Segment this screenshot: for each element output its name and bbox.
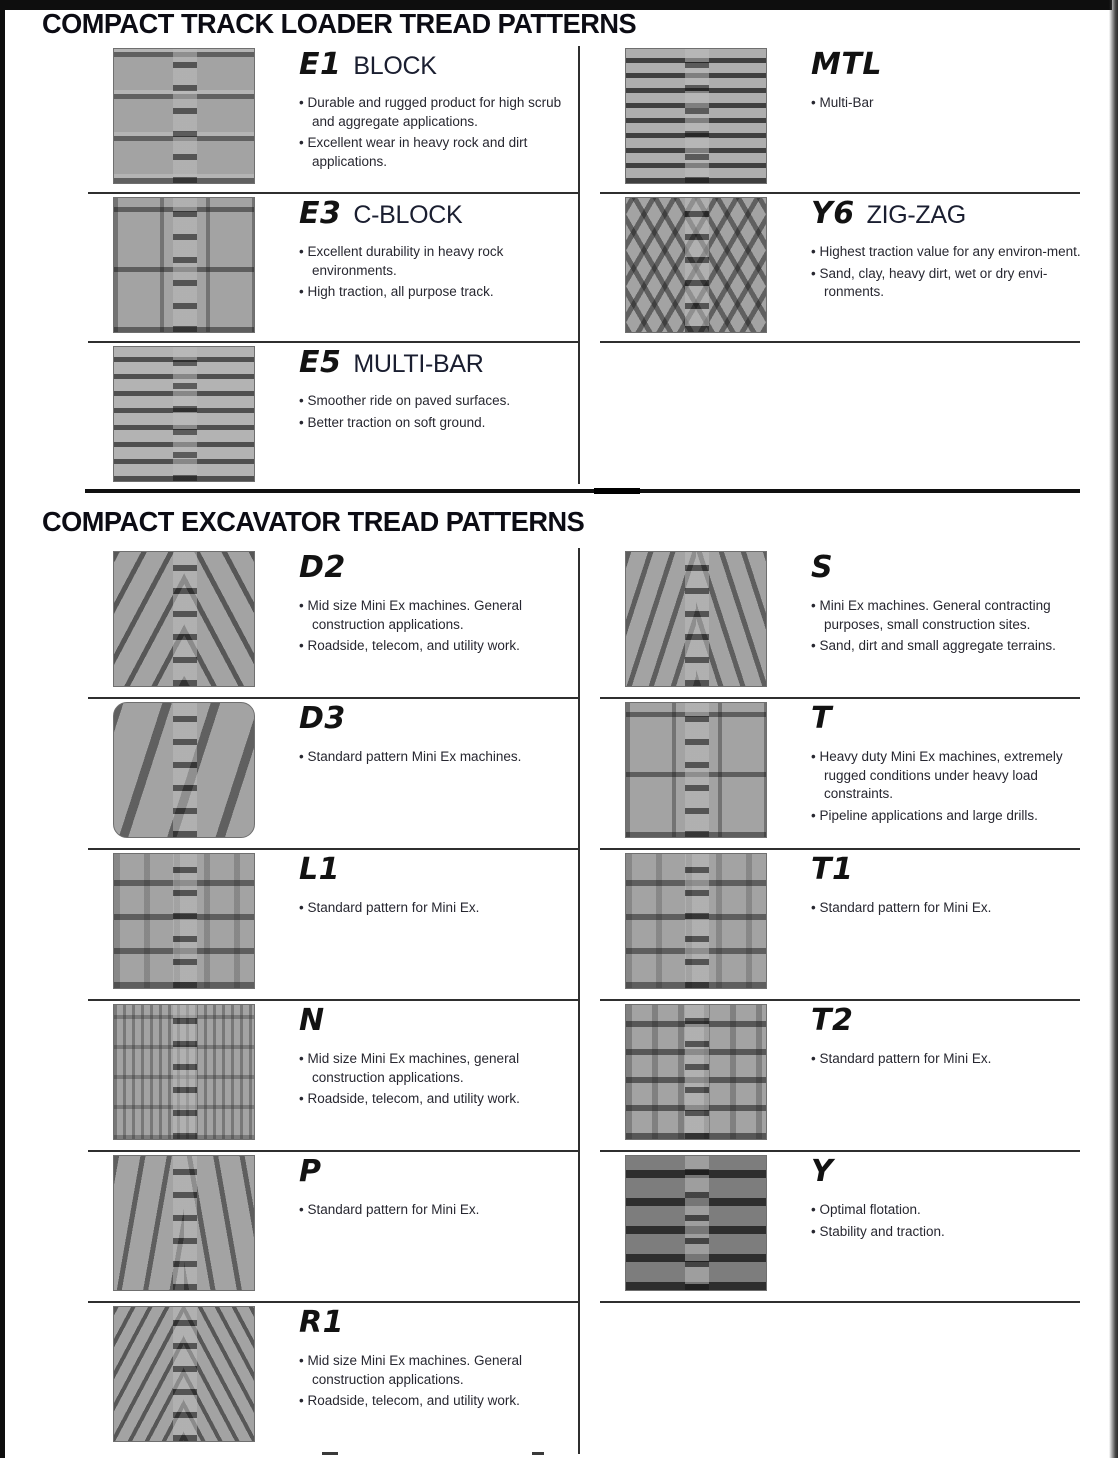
bullet: • Stability and traction.	[811, 1223, 1083, 1242]
tread-title	[811, 196, 1083, 231]
tread-title	[811, 852, 1083, 887]
tread-image-s	[625, 551, 767, 687]
bullet: • Standard pattern for Mini Ex.	[299, 1201, 577, 1220]
tread-title	[811, 1154, 1083, 1189]
bullet-list	[299, 748, 577, 767]
bullet: • Excellent wear in heavy rock and dirt applications.	[299, 134, 577, 171]
bullet: • Standard pattern for Mini Ex.	[299, 899, 577, 918]
tread-entry-d2	[88, 548, 578, 687]
tread-text	[811, 48, 1083, 184]
bullet-list	[811, 1050, 1083, 1069]
tread-code: R1	[299, 1305, 344, 1340]
tread-text	[811, 853, 1083, 989]
tread-entry-t2	[600, 1001, 1080, 1140]
section1-right-column	[600, 45, 1080, 343]
tread-code: Y6	[811, 196, 855, 231]
tread-title	[811, 550, 1083, 585]
bullet: • Multi-Bar	[811, 94, 1083, 113]
tread-row	[88, 1303, 578, 1454]
tread-text	[811, 1155, 1083, 1291]
tread-title	[299, 345, 577, 380]
tread-title	[299, 852, 577, 887]
tread-entry-e3	[88, 194, 578, 333]
tread-entry-t1	[600, 850, 1080, 989]
tread-entry-y	[600, 1152, 1080, 1291]
tread-entry-s	[600, 548, 1080, 687]
tread-entry-r1	[88, 1303, 578, 1442]
tread-row	[88, 194, 578, 343]
tread-title	[299, 47, 577, 82]
bullet-list	[299, 1201, 577, 1220]
tread-title	[299, 1003, 577, 1038]
bullet: • Roadside, telecom, and utility work.	[299, 1090, 577, 1109]
tread-code: S	[811, 550, 834, 585]
tread-subtitle: C-BLOCK	[353, 201, 463, 229]
tread-text	[299, 1306, 577, 1442]
tread-code: T1	[811, 852, 854, 887]
bullet: • Mid size Mini Ex machines, general construction applications.	[299, 1050, 577, 1087]
bullet-list	[299, 94, 577, 172]
tread-subtitle: ZIG-ZAG	[866, 201, 966, 229]
bullet-list	[811, 748, 1083, 826]
tread-code: MTL	[811, 47, 882, 82]
tread-title	[811, 47, 1083, 82]
bullet: • Pipeline applications and large drills.	[811, 807, 1083, 826]
tread-row	[88, 850, 578, 1001]
tread-code: N	[299, 1003, 325, 1038]
page-bottom-mark	[322, 1452, 338, 1455]
tread-code: T	[811, 701, 832, 736]
bullet-list	[299, 1050, 577, 1109]
bullet-list	[299, 899, 577, 918]
tread-code: D2	[299, 550, 346, 585]
tread-entry-e1	[88, 45, 578, 184]
bullet: • Roadside, telecom, and utility work.	[299, 1392, 577, 1411]
bullet: • Mini Ex machines. General contracting purposes, small construction sites.	[811, 597, 1083, 634]
bullet: • Standard pattern for Mini Ex.	[811, 1050, 1083, 1069]
bullet: • Better traction on soft ground.	[299, 414, 577, 433]
bullet: • Sand, clay, heavy dirt, wet or dry envi-ronments.	[811, 265, 1083, 302]
tread-code: E5	[299, 345, 342, 380]
bullet-list	[299, 1352, 577, 1411]
tread-row	[600, 1001, 1080, 1152]
tread-image-e5	[113, 346, 255, 482]
tread-subtitle: MULTI-BAR	[353, 350, 484, 378]
tread-image-y	[625, 1155, 767, 1291]
page-left-border	[0, 0, 5, 1458]
tread-text	[299, 197, 577, 333]
bullet-list	[811, 243, 1083, 302]
bullet: • Highest traction value for any environ-ment.	[811, 243, 1083, 262]
section1-left-column	[88, 45, 578, 492]
tread-row	[600, 45, 1080, 194]
tread-image-t1	[625, 853, 767, 989]
tread-entry-mtl	[600, 45, 1080, 184]
tread-subtitle: BLOCK	[353, 52, 437, 80]
tread-title	[299, 1154, 577, 1189]
tread-text	[811, 1004, 1083, 1140]
section2-left-column	[88, 548, 578, 1454]
section-title-track-loader: COMPACT TRACK LOADER TREAD PATTERNS	[42, 8, 637, 39]
bullet: • Durable and rugged product for high scrub and aggregate applications.	[299, 94, 577, 131]
tread-code: E1	[299, 47, 342, 82]
tread-entry-e5	[88, 343, 578, 482]
bullet-list	[299, 597, 577, 656]
bullet: • High traction, all purpose track.	[299, 283, 577, 302]
bullet-list	[811, 94, 1083, 113]
tread-row	[88, 1152, 578, 1303]
tread-entry-y6	[600, 194, 1080, 333]
section2-right-column	[600, 548, 1080, 1303]
tread-code: D3	[299, 701, 346, 736]
tread-image-d3	[113, 702, 255, 838]
tread-image-l1	[113, 853, 255, 989]
tread-row	[88, 343, 578, 492]
section1-end-rule	[85, 489, 1080, 493]
bullet: • Sand, dirt and small aggregate terrains.	[811, 637, 1083, 656]
tread-row	[600, 850, 1080, 1001]
tread-row	[600, 548, 1080, 699]
section1-column-divider	[578, 46, 580, 484]
tread-entry-t	[600, 699, 1080, 838]
tread-code: L1	[299, 852, 340, 887]
bullet-list	[811, 1201, 1083, 1241]
tread-row	[600, 194, 1080, 343]
bullet: • Standard pattern Mini Ex machines.	[299, 748, 577, 767]
section-title-excavator: COMPACT EXCAVATOR TREAD PATTERNS	[42, 506, 585, 537]
tread-title	[299, 701, 577, 736]
tread-image-e3	[113, 197, 255, 333]
tread-code: Y	[811, 1154, 834, 1189]
bullet: • Smoother ride on paved surfaces.	[299, 392, 577, 411]
tread-row	[600, 699, 1080, 850]
tread-code: E3	[299, 196, 342, 231]
tread-row	[88, 699, 578, 850]
tread-image-t2	[625, 1004, 767, 1140]
bullet-list	[811, 899, 1083, 918]
tread-text	[811, 197, 1083, 333]
tread-code: T2	[811, 1003, 854, 1038]
tread-text	[299, 853, 577, 989]
tread-text	[299, 1004, 577, 1140]
bullet-list	[299, 392, 577, 432]
bullet: • Standard pattern for Mini Ex.	[811, 899, 1083, 918]
tread-entry-n	[88, 1001, 578, 1140]
bullet: • Roadside, telecom, and utility work.	[299, 637, 577, 656]
tread-entry-d3	[88, 699, 578, 838]
bullet-list	[811, 597, 1083, 656]
tread-text	[811, 702, 1083, 838]
tread-row	[88, 548, 578, 699]
tread-text	[811, 551, 1083, 687]
tread-text	[299, 702, 577, 838]
tread-title	[299, 1305, 577, 1340]
tread-row	[88, 45, 578, 194]
page-right-shadow	[1109, 0, 1118, 1458]
page-bottom-mark	[532, 1452, 544, 1455]
tread-title	[299, 196, 577, 231]
tread-title	[811, 701, 1083, 736]
bullet: • Mid size Mini Ex machines. General construction applications.	[299, 1352, 577, 1389]
tread-row	[88, 1001, 578, 1152]
tread-text	[299, 551, 577, 687]
tread-image-y6	[625, 197, 767, 333]
tread-text	[299, 346, 577, 482]
bullet-list	[299, 243, 577, 302]
section2-column-divider	[578, 548, 580, 1454]
tread-code: P	[299, 1154, 322, 1189]
bullet: • Optimal flotation.	[811, 1201, 1083, 1220]
bullet: • Mid size Mini Ex machines. General construction applications.	[299, 597, 577, 634]
bullet: • Heavy duty Mini Ex machines, extremely rugged conditions under heavy load constraints.	[811, 748, 1083, 804]
tread-entry-p	[88, 1152, 578, 1291]
section1-end-rule-notch	[594, 488, 640, 494]
tread-image-t	[625, 702, 767, 838]
tread-image-e1	[113, 48, 255, 184]
tread-entry-l1	[88, 850, 578, 989]
tread-image-mtl	[625, 48, 767, 184]
tread-image-r1	[113, 1306, 255, 1442]
tread-text	[299, 48, 577, 184]
tread-text	[299, 1155, 577, 1291]
tread-title	[299, 550, 577, 585]
tread-title	[811, 1003, 1083, 1038]
tread-row	[600, 1152, 1080, 1303]
tread-image-n	[113, 1004, 255, 1140]
tread-image-p	[113, 1155, 255, 1291]
tread-image-d2	[113, 551, 255, 687]
bullet: • Excellent durability in heavy rock environments.	[299, 243, 577, 280]
